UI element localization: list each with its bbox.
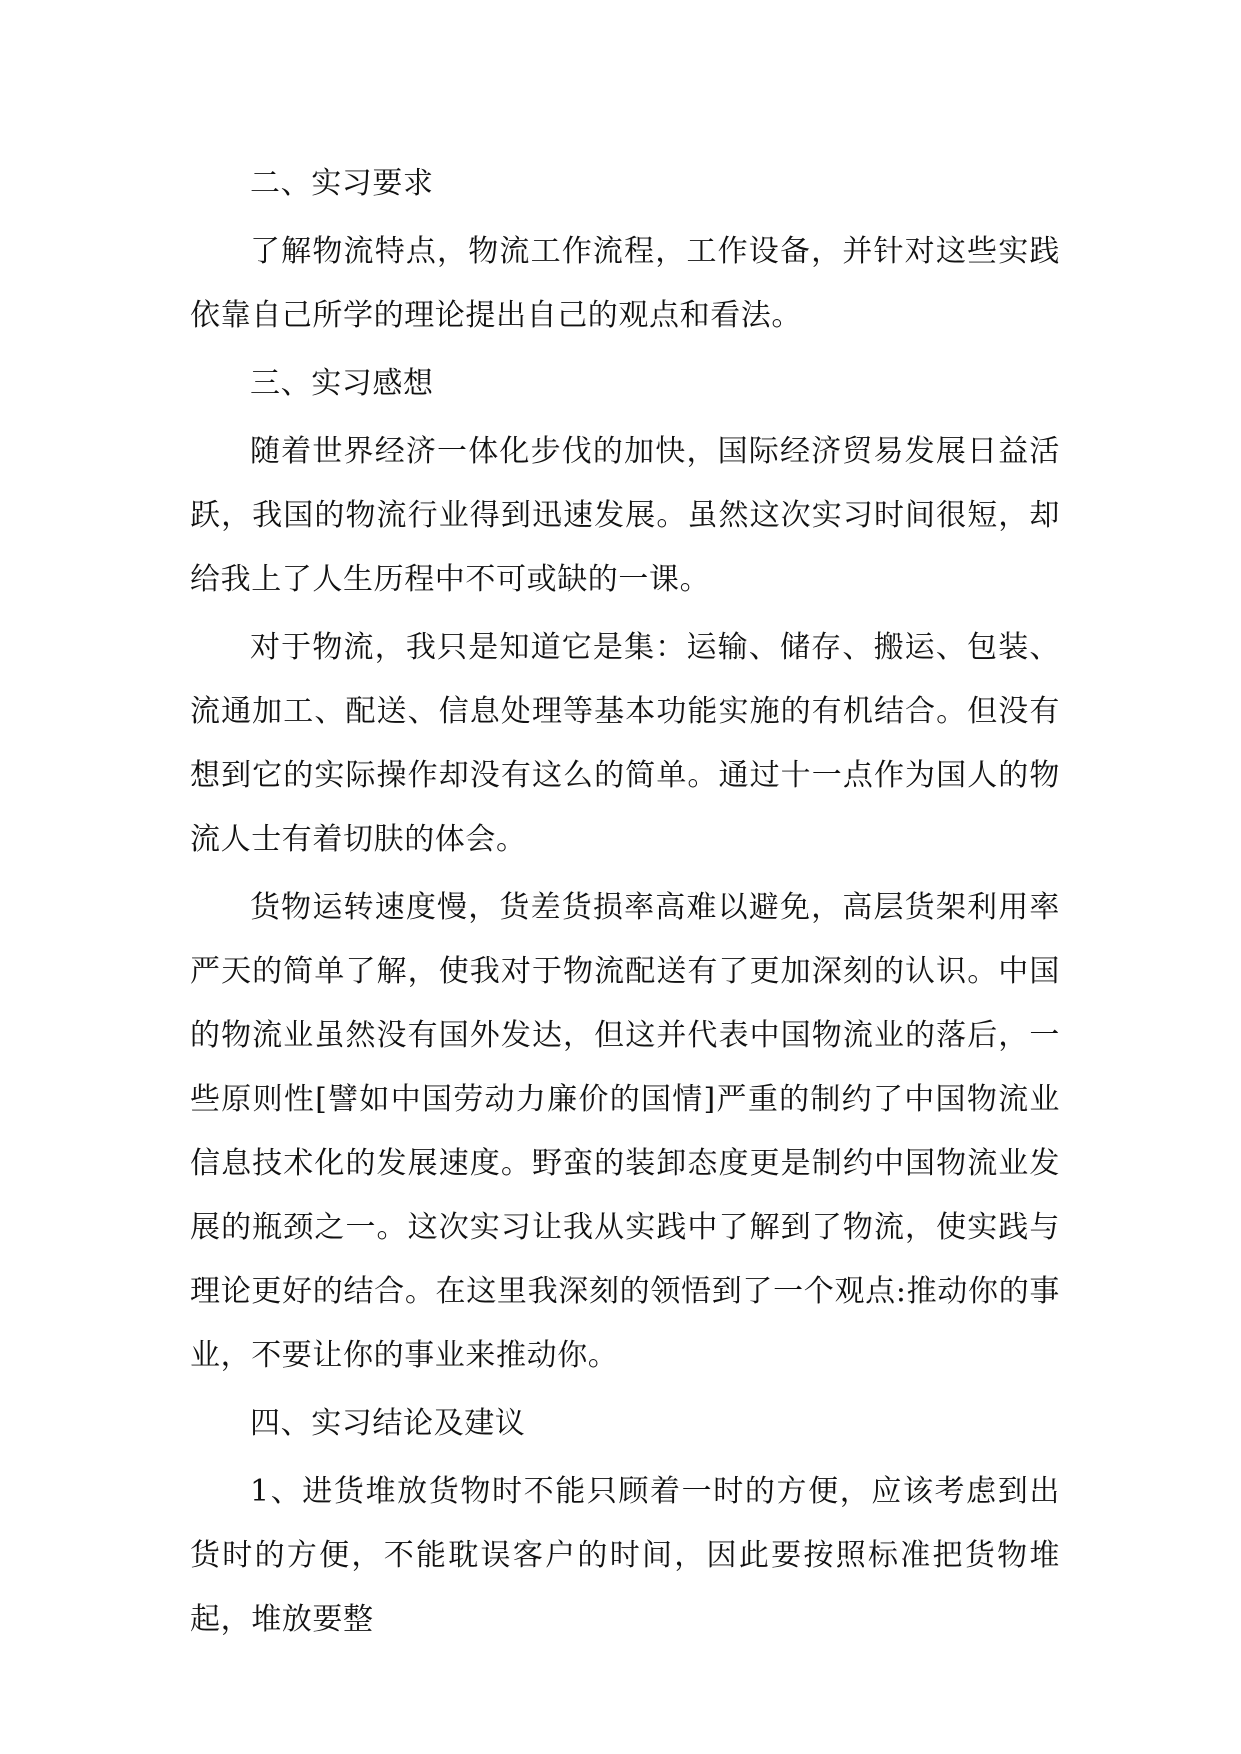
paragraph-reflections-2: 对于物流，我只是知道它是集：运输、储存、搬运、包装、流通加工、配送、信息处理等基本功能实施的有机结合。但没有想到它的实际操作却没有这么的简单。通过十一点作为国人的物流人士有着切肤的体会。: [190, 630, 1060, 857]
paragraph-conclusion-1: 1、进货堆放货物时不能只顾着一时的方便，应该考虑到出货时的方便，不能耽误客户的时间，因此要按照标准把货物堆起，堆放要整: [190, 1474, 1060, 1637]
section-heading-conclusions: 四、实习结论及建议: [250, 1406, 526, 1441]
document-body: [190, 152, 1060, 1652]
section-heading-reflections: 三、实习感想: [250, 366, 434, 401]
section-heading-requirements: 二、实习要求: [250, 166, 434, 201]
paragraph-requirements: 了解物流特点，物流工作流程，工作设备，并针对这些实践依靠自己所学的理论提出自己的观点和看法。: [190, 234, 1060, 333]
paragraph-reflections-1: 随着世界经济一体化步伐的加快，国际经济贸易发展日益活跃，我国的物流行业得到迅速发展。虽然这次实习时间很短，却给我上了人生历程中不可或缺的一课。: [190, 434, 1060, 597]
paragraph-reflections-3: 货物运转速度慢，货差货损率高难以避免，高层货架利用率严天的简单了解，使我对于物流配送有了更加深刻的认识。中国的物流业虽然没有国外发达，但这并代表中国物流业的落后，一些原则性[譬如中国劳动力廉价的国情]严重的制约了中国物流业信息技术化的发展速度。野蛮的装卸态度更是制约中国物流业发展的瓶颈之一。这次实习让我从实践中了解到了物流，使实践与理论更好的结合。在这里我深刻的领悟到了一个观点:推动你的事业，不要让你的事业来推动你。: [190, 890, 1060, 1373]
